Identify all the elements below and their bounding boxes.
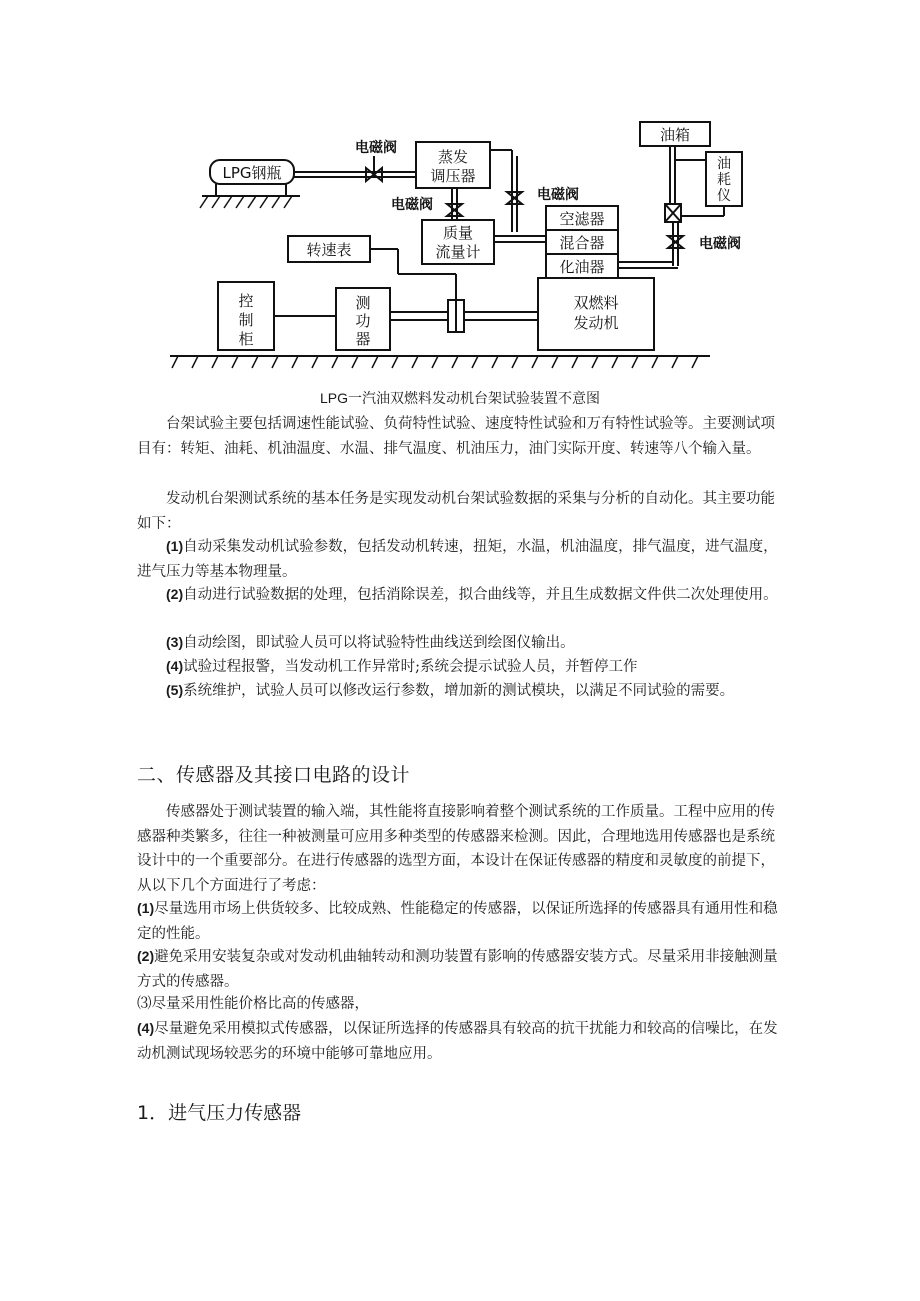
item-text: 自动绘图，即试验人员可以将试验特性曲线送到绘图仪输出。	[183, 635, 575, 651]
fuel-meter-label-3: 仪	[717, 188, 731, 204]
test-bench-diagram	[150, 112, 750, 380]
item-text: 系统维护，试验人员可以修改运行参数，增加新的测试模块，以满足不同试验的需要。	[183, 683, 735, 699]
dynamometer-label-2: 功	[355, 312, 371, 330]
solenoid-valve-1-label: 电磁阀	[355, 140, 397, 156]
floor-hatch	[172, 356, 698, 368]
item-text: 尽量采用性能价格比高的传感器，	[151, 996, 369, 1012]
function-item-2	[137, 582, 787, 608]
control-cabinet-label-3: 柜	[238, 330, 254, 348]
dynamometer-label-1: 测	[355, 294, 371, 312]
tachometer-label: 转速表	[306, 241, 352, 259]
item-number: (1)	[137, 900, 155, 916]
sensor-criteria-2	[137, 944, 787, 994]
item-number: (3)	[166, 634, 184, 650]
fuel-meter-label-2: 耗	[717, 172, 731, 188]
fuel-meter-label-1: 油	[717, 156, 731, 172]
evaporator-label-line1: 蒸发	[437, 148, 469, 166]
sensor-criteria-1	[137, 896, 787, 946]
item-number: (2)	[166, 586, 184, 602]
fuel-tank-label: 油箱	[659, 126, 691, 144]
item-number: ⑶	[137, 996, 152, 1012]
dynamometer-label-3: 器	[355, 330, 371, 348]
item-number: (4)	[137, 1020, 155, 1036]
intro-paragraph-2: 发动机台架测试系统的基本任务是实现发动机台架试验数据的采集与分析的自动化。其主要功能如下：	[137, 491, 775, 532]
control-cabinet-label-2: 制	[238, 311, 254, 329]
item-text: 自动进行试验数据的处理，包括消除误差，拟合曲线等，并且生成数据文件供二次处理使用。	[183, 587, 778, 603]
item-text: 试验过程报警，当发动机工作异常时;系统会提示试验人员，并暂停工作	[183, 659, 638, 675]
evaporator-label-line2: 调压器	[430, 167, 476, 185]
figure-caption: LPG一汽油双燃料发动机台架试验装置不意图	[319, 390, 600, 406]
item-text: 尽量选用市场上供货较多、比较成熟、性能稳定的传感器，以保证所选择的传感器具有通用性和稳定的性能。	[137, 901, 778, 942]
item-text: 避免采用安装复杂或对发动机曲轴转动和测功装置有影响的传感器安装方式。尽量采用非接触测量方式的传感器。	[137, 949, 778, 990]
item-number: (2)	[137, 948, 155, 964]
solenoid-valve-2-label: 电磁阀	[391, 197, 433, 213]
solenoid-valve-2-symbol	[447, 204, 462, 216]
mixer-label: 混合器	[559, 234, 605, 252]
sensor-criteria-3	[137, 992, 787, 1017]
function-item-1	[137, 534, 787, 584]
section-heading-sensors: 二、传感器及其接口电路的设计	[137, 764, 411, 786]
solenoid-valve-3-label: 电磁阀	[537, 187, 579, 203]
section-heading-intake-pressure: 1．进气压力传感器	[137, 1102, 302, 1124]
item-number: (5)	[166, 682, 184, 698]
lpg-bottle-label: LPG钢瓶	[222, 164, 282, 182]
solenoid-valve-4-symbol	[668, 236, 683, 248]
solenoid-valve-3-symbol	[507, 192, 522, 204]
function-item-5	[137, 678, 787, 704]
air-filter-label: 空滤器	[559, 210, 605, 228]
item-text: 尽量避免采用模拟式传感器，以保证所选择的传感器具有较高的抗干扰能力和较高的信噪比，在发动机测试现场较恶劣的环境中能够可靠地应用。	[137, 1021, 778, 1062]
control-cabinet-label-1: 控	[238, 292, 254, 310]
mass-flow-label-line1: 质量	[442, 224, 474, 242]
function-item-3	[137, 630, 787, 656]
intro-paragraph-1: 台架试验主要包括调速性能试验、负荷特性试验、速度特性试验和万有特性试验等。主要测试项目有：转矩、油耗、机油温度、水温、排气温度、机油压力，油门实际开度、转速等八个输入量。	[137, 416, 775, 457]
ground-hatch-lpg	[200, 196, 292, 208]
item-number: (4)	[166, 658, 184, 674]
solenoid-valve-4-label: 电磁阀	[699, 236, 741, 252]
mass-flow-label-line2: 流量计	[435, 243, 481, 261]
function-item-4	[137, 654, 787, 680]
test-bench-schematic	[150, 112, 750, 380]
sensors-paragraph: 传感器处于测试装置的输入端，其性能将直接影响着整个测试系统的工作质量。工程中应用的传感器种类繁多，往往一种被测量可应用多种类型的传感器来检测。因此，合理地选用传感器也是系统设计中的一个重要部分。在进行传感器的选型方面，本设计在保证传感器的精度和灵敏度的前提下，从以下几个方面进行了考虑：	[137, 804, 775, 894]
item-number: (1)	[166, 538, 184, 554]
engine-label-line2: 发动机	[573, 314, 619, 332]
sensor-criteria-4	[137, 1016, 787, 1066]
engine-label-line1: 双燃料	[573, 294, 619, 312]
item-text: 自动采集发动机试验参数，包括发动机转速，扭矩，水温，机油温度，排气温度，进气温度，进气压力等基本物理量。	[137, 539, 778, 580]
carburetor-label: 化油器	[559, 258, 605, 276]
